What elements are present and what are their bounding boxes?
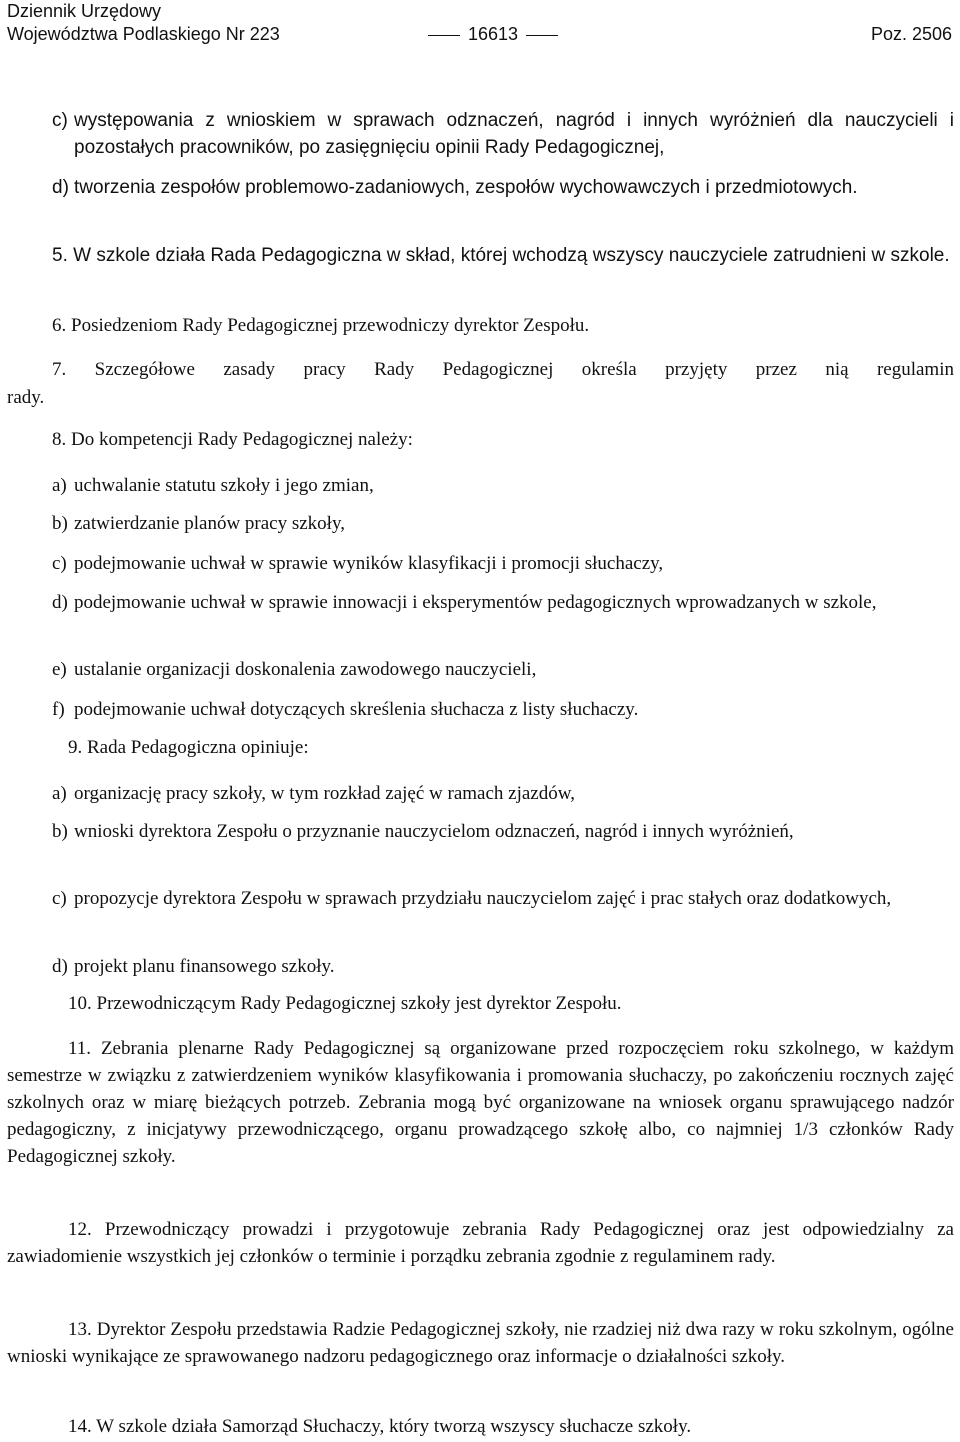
page-number-value: 16613: [468, 24, 519, 44]
paragraph-8: 8. Do kompetencji Rady Pedagogicznej należy:: [52, 429, 413, 450]
page-number: [420, 23, 566, 45]
list-marker: a): [52, 783, 67, 804]
list-marker: b): [52, 513, 68, 534]
list-item-text: podejmowanie uchwał w sprawie innowacji i eksperymentów pedagogicznych wprowadzanych w szkole,: [74, 592, 877, 613]
position-label: Poz. 2506: [870, 24, 952, 44]
list-marker: c): [52, 888, 67, 909]
paragraph-12: 12. Przewodniczący prowadzi i przygotowuje zebrania Rady Pedagogicznej oraz jest odpowiedzialny za zawiadomienie wszystkich jej członków o terminie i porządku zebrania zgodnie z regulaminem rady.: [7, 1219, 954, 1267]
journal-title-line1: Dziennik Urzędowy: [7, 1, 162, 21]
list-marker: d): [52, 592, 68, 613]
list-item-text: propozycje dyrektora Zespołu w sprawach przydziału nauczycielom zajęć i prac stałych oraz dodatkowych,: [74, 888, 892, 909]
paragraph-14: 14. W szkole działa Samorząd Słuchaczy, który tworzą wszyscy słuchacze szkoły.: [68, 1416, 692, 1437]
list-item-8d: [52, 589, 954, 616]
paragraph-7: 7. Szczegółowe zasady pracy Rady Pedagogicznej określa przyjęty przez nią regulamin: [52, 359, 954, 380]
paragraph-13: 13. Dyrektor Zespołu przedstawia Radzie Pedagogicznej szkoły, nie rzadziej niż dwa razy w roku szkolnym, ogólne wnioski wynikające ze sprawowanego nadzoru pedagogicznego oraz informacje o działalności szkoły.: [7, 1319, 954, 1367]
list-item-9b: [52, 818, 954, 845]
list-item-c: [52, 107, 954, 161]
list-item-8c: [52, 550, 663, 577]
list-item-text: podejmowanie uchwał dotyczących skreślenia słuchacza z listy słuchaczy.: [74, 699, 639, 720]
list-item-text: wnioski dyrektora Zespołu o przyznanie nauczycielom odznaczeń, nagród i innych wyróżnień,: [74, 821, 794, 842]
list-marker: c): [52, 110, 68, 131]
list-item-text: projekt planu finansowego szkoły.: [74, 956, 335, 977]
list-item-9a: [52, 780, 575, 807]
paragraph-6: 6. Posiedzeniom Rady Pedagogicznej przewodniczy dyrektor Zespołu.: [52, 315, 590, 336]
list-marker: d): [52, 956, 68, 977]
list-marker: b): [52, 821, 68, 842]
paragraph-9: 9. Rada Pedagogiczna opiniuje:: [68, 737, 309, 758]
list-marker: a): [52, 475, 67, 496]
list-item-text: tworzenia zespołów problemowo-zadaniowych, zespołów wychowawczych i przedmiotowych.: [74, 177, 858, 198]
dash-left: [428, 35, 460, 36]
list-item-text: ustalanie organizacji doskonalenia zawodowego nauczycieli,: [74, 659, 537, 680]
list-marker: f): [52, 699, 65, 720]
list-marker: d): [52, 177, 69, 198]
list-item-8f: [52, 696, 638, 723]
list-item-text: organizację pracy szkoły, w tym rozkład zajęć w ramach zjazdów,: [74, 783, 575, 804]
paragraph-5: 5. W szkole działa Rada Pedagogiczna w skład, której wchodzą wszyscy nauczyciele zatrudnieni w szkole.: [52, 245, 950, 266]
list-item-8a: [52, 472, 374, 499]
journal-title-line2: Województwa Podlaskiego Nr 223: [7, 24, 280, 44]
list-item-text: występowania z wnioskiem w sprawach odznaczeń, nagród i innych wyróżnień dla nauczycieli i pozostałych pracowników, po zasięgnięciu opinii Rady Pedagogicznej,: [74, 110, 954, 158]
list-item-text: zatwierdzanie planów pracy szkoły,: [74, 513, 345, 534]
paragraph-10: 10. Przewodniczącym Rady Pedagogicznej szkoły jest dyrektor Zespołu.: [68, 993, 622, 1014]
list-marker: c): [52, 553, 67, 574]
list-item-9c: [52, 885, 954, 912]
list-item-9d: [52, 953, 335, 980]
paragraph-11: 11. Zebrania plenarne Rady Pedagogicznej są organizowane przed rozpoczęciem roku szkolnego, w każdym semestrze w związku z zatwierdzeniem wyników klasyfikowania i promowania słuchaczy, po zakończeniu rocznych zajęć szkolnych oraz w miarę bieżących potrzeb. Zebrania mogą być organizowane na wniosek organu sprawującego nadzór pedagogiczny, z inicjatywy przewodniczącego, organu prowadzącego szkołę albo, co najmniej 1/3 członków Rady Pedagogicznej szkoły.: [7, 1038, 954, 1167]
dash-right: [526, 35, 558, 36]
list-item-text: uchwalanie statutu szkoły i jego zmian,: [74, 475, 374, 496]
list-item-text: podejmowanie uchwał w sprawie wyników klasyfikacji i promocji słuchaczy,: [74, 553, 664, 574]
list-item-8e: [52, 656, 536, 683]
paragraph-7-end: rady.: [7, 387, 45, 408]
list-marker: e): [52, 659, 67, 680]
list-item-d: [52, 174, 954, 201]
list-item-8b: [52, 510, 345, 537]
